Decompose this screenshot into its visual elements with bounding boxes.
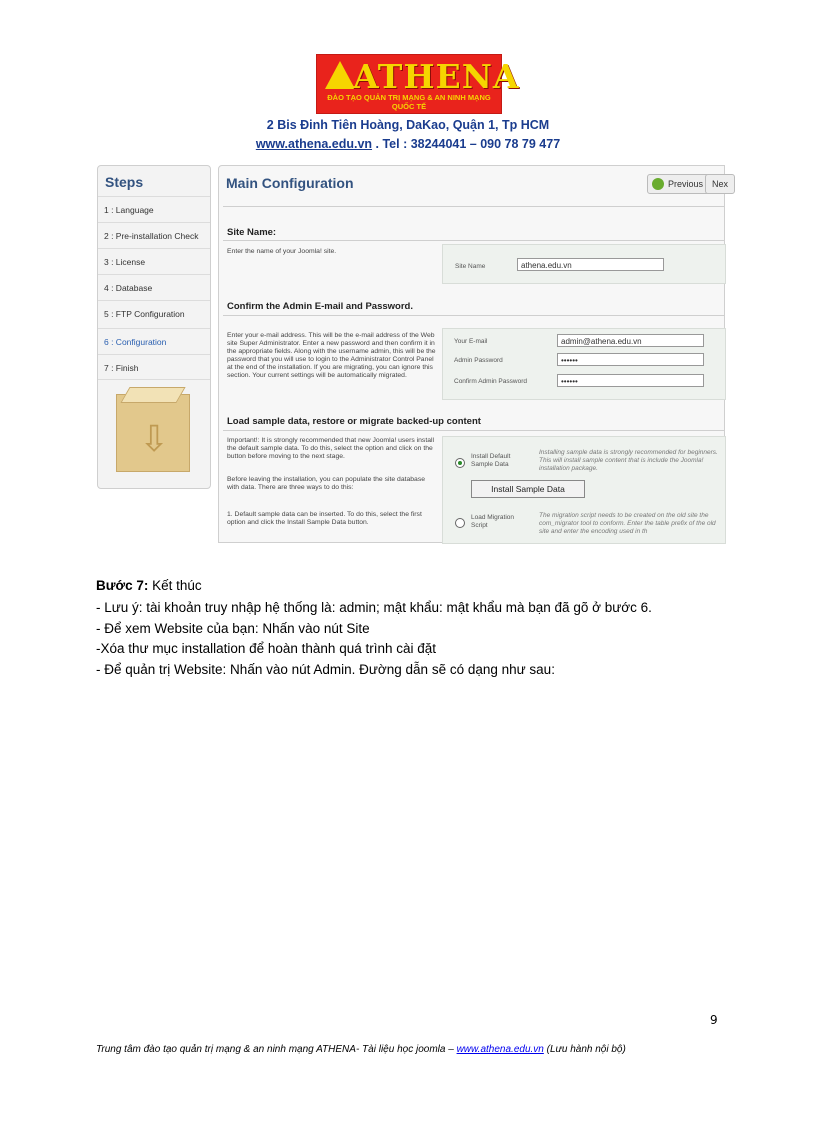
admin-heading: Confirm the Admin E-mail and Password. [227,301,413,312]
down-arrow-icon: ⇩ [139,418,170,459]
header-website-link[interactable]: www.athena.edu.vn [255,137,373,151]
install-default-description: Installing sample data is strongly recommended for beginners. This will install sample content that is include the Joomla! installation package. [539,449,718,472]
header-address: 2 Bis Đinh Tiên Hoàng, DaKao, Quận 1, Tp HCM [266,118,550,132]
step-label: Bước 7: [96,578,149,593]
previous-label: Previous [668,179,704,189]
email-label: Your E-mail [454,338,488,345]
body-line-3: -Xóa thư mục installation để hoàn thành quá trình cài đặt [96,641,437,656]
logo-subtitle: ĐÀO TẠO QUẢN TRỊ MẠNG & AN NINH MẠNG QUỐC TẾ [327,93,491,111]
sample-data-option-1: 1. Default sample data can be inserted. To do this, select the first option and click the Install Sample Data button. [227,511,422,526]
step-language[interactable]: 1 : Language [98,196,210,222]
email-input[interactable]: admin@athena.edu.vn [557,334,704,347]
page-number: 9 [710,1013,718,1027]
sample-data-heading: Load sample data, restore or migrate backed-up content [227,416,481,427]
sample-data-important: Important!: It is strongly recommended that new Joomla! users install the default sample data. To do this, select the option and click on the button before moving to the next stage. [227,437,435,460]
step-ftp-configuration[interactable]: 5 : FTP Configuration [98,300,210,326]
steps-panel [97,165,211,489]
box-lid [120,387,185,403]
box-icon [116,394,190,472]
installer-screenshot [97,165,729,541]
step-database[interactable]: 4 : Database [98,274,210,300]
divider [223,315,724,316]
load-migration-label: Load Migration Script [471,514,514,529]
logo-text: ATHENA [353,57,520,96]
main-title: Main Configuration [226,175,354,191]
install-default-radio[interactable] [455,458,465,468]
site-name-input[interactable]: athena.edu.vn [517,258,664,271]
sample-data-intro: Before leaving the installation, you can populate the site database with data. There are three ways to do this: [227,476,426,491]
divider [223,430,724,431]
site-name-label: Site Name [455,263,486,270]
load-migration-description: The migration script needs to be created on the old site the com_migrator tool to conform. Enter the table prefix of the old site and enter the encoding used in th [539,512,716,535]
steps-title: Steps [105,174,144,190]
step-configuration[interactable]: 6 : Configuration [98,328,210,354]
admin-description: Enter your e-mail address. This will be the e-mail address of the Web site Super Administrator. Enter a new password and then confirm it in the appropriate fields. Along with the username admin, this will be the password that you will use to login to the Administrator Control Panel at the end of the installation. If you are migrating, you can ignore this section. Your current settings will be automatically migrated. [227,332,436,379]
step-pre-installation-check[interactable]: 2 : Pre-installation Check [98,222,210,248]
logo-triangle-icon [325,61,355,89]
step-license[interactable]: 3 : License [98,248,210,274]
main-configuration-panel [218,165,729,543]
previous-button[interactable] [647,174,710,194]
previous-arrow-icon [652,178,664,190]
footer-text: Trung tâm đào tạo quản trị mạng & an ninh mạng ATHENA- Tài liệu học joomla – [96,1044,457,1055]
divider [223,240,724,241]
install-default-label: Install Default Sample Data [471,453,511,468]
body-line-4: - Để quản trị Website: Nhấn vào nút Admin. Đường dẫn sẽ có dạng như sau: [96,662,555,677]
step-finish[interactable]: 7 : Finish [98,354,210,380]
install-sample-data-button[interactable]: Install Sample Data [471,480,585,498]
footer-suffix: (Lưu hành nội bộ) [543,1044,626,1055]
body-line-2: - Để xem Website của bạn: Nhấn vào nút Site [96,621,370,636]
divider [223,206,724,207]
confirm-password-label: Confirm Admin Password [454,378,527,385]
site-name-heading: Site Name: [227,227,277,238]
athena-logo [316,54,520,114]
footer [96,1044,626,1055]
header-tel: . Tel : 38244041 – 090 78 79 477 [372,137,561,151]
password-label: Admin Password [454,357,503,364]
step-heading [96,578,202,593]
header-contact [0,137,816,151]
confirm-password-input[interactable]: •••••• [557,374,704,387]
load-migration-radio[interactable] [455,518,465,528]
password-input[interactable]: •••••• [557,353,704,366]
next-button[interactable]: Nex [705,174,735,194]
step-title: Kết thúc [148,578,202,593]
body-line-1: - Lưu ý: tài khoản truy nhập hệ thống là: admin; mật khẩu: mật khẩu mà bạn đã gõ ở bước 6. [96,600,652,615]
footer-link[interactable]: www.athena.edu.vn [456,1044,544,1055]
site-name-description: Enter the name of your Joomla! site. [227,248,337,255]
